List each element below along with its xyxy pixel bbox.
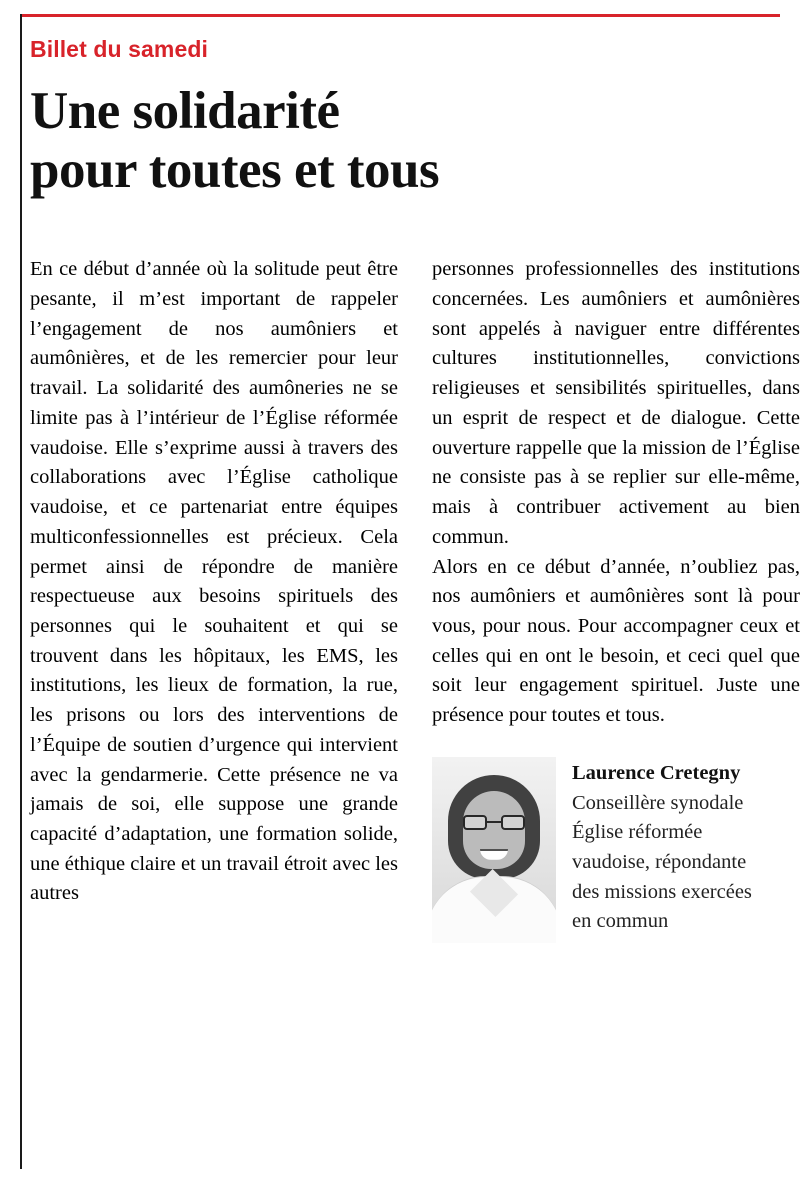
glasses-lens-right — [501, 815, 525, 830]
byline-author-name: Laurence Cretegny — [572, 761, 741, 784]
byline-role-line: en commun — [572, 910, 669, 933]
byline — [432, 757, 800, 943]
column-left — [30, 255, 398, 943]
glasses-icon — [463, 815, 525, 831]
article-content — [30, 36, 800, 943]
glasses-lens-left — [463, 815, 487, 830]
byline-text — [572, 757, 752, 937]
left-vertical-rule — [20, 14, 22, 1169]
article-columns — [30, 255, 800, 943]
byline-role-line: des missions exercées — [572, 880, 752, 903]
glasses-bridge — [487, 821, 501, 823]
article-kicker: Billet du samedi — [30, 36, 208, 62]
column-right — [432, 255, 800, 943]
avatar — [432, 757, 556, 943]
page-title — [30, 82, 782, 201]
top-accent-rule — [20, 14, 780, 17]
byline-role-line: vaudoise, répondante — [572, 850, 747, 873]
paragraph: personnes professionnelles des institutions concernées. Les aumôniers et aumônières sont appelés à naviguer entre différentes cultures institutionnelles, convictions religieuses et sensibilités spirituelles, dans un esprit de respect et de dialogue. Cette ouverture rappelle que la mission de l’Église ne consiste pas à se replier sur elle-même, mais à contribuer activement au bien commun. — [432, 258, 800, 548]
headline-line-1: Une solidarité — [30, 81, 340, 140]
paragraph: En ce début d’année où la solitude peut être pesante, il m’est important de rappeler l’engagement de nos aumôniers et aumônières, et de les remercier pour leur travail. La solidarité des aumôneries ne se limite pas à l’intérieur de l’Église réformée vaudoise. Elle s’exprime aussi à travers des collaborations avec l’Église catholique vaudoise, et ce partenariat entre équipes multiconfessionnelles est précieux. Cela permet ainsi de répondre de manière respectueuse aux besoins spirituels des personnes qui le souhaitent et qui se trouvent dans les hôpitaux, les EMS, les institutions, les lieux de formation, la rue, les prisons ou lors des interventions de l’Équipe de soutien d’urgence qui intervient avec la gendarmerie. Cette présence ne va jamais de soi, elle suppose une grande capacité d’adaptation, une formation solide, une éthique claire et un travail étroit avec les autres — [30, 258, 398, 905]
byline-role-line: Église réformée — [572, 821, 703, 844]
headline-line-2: pour toutes et tous — [30, 140, 440, 199]
byline-role-line: Conseillère synodale — [572, 791, 744, 814]
paragraph: Alors en ce début d’année, n’oubliez pas, nos aumôniers et aumônières sont là pour vous, pour nous. Pour accompagner ceux et celles qui en ont le besoin, et ceci quel que soit leur engagement spirituel. Juste une présence pour toutes et tous. — [432, 555, 800, 727]
